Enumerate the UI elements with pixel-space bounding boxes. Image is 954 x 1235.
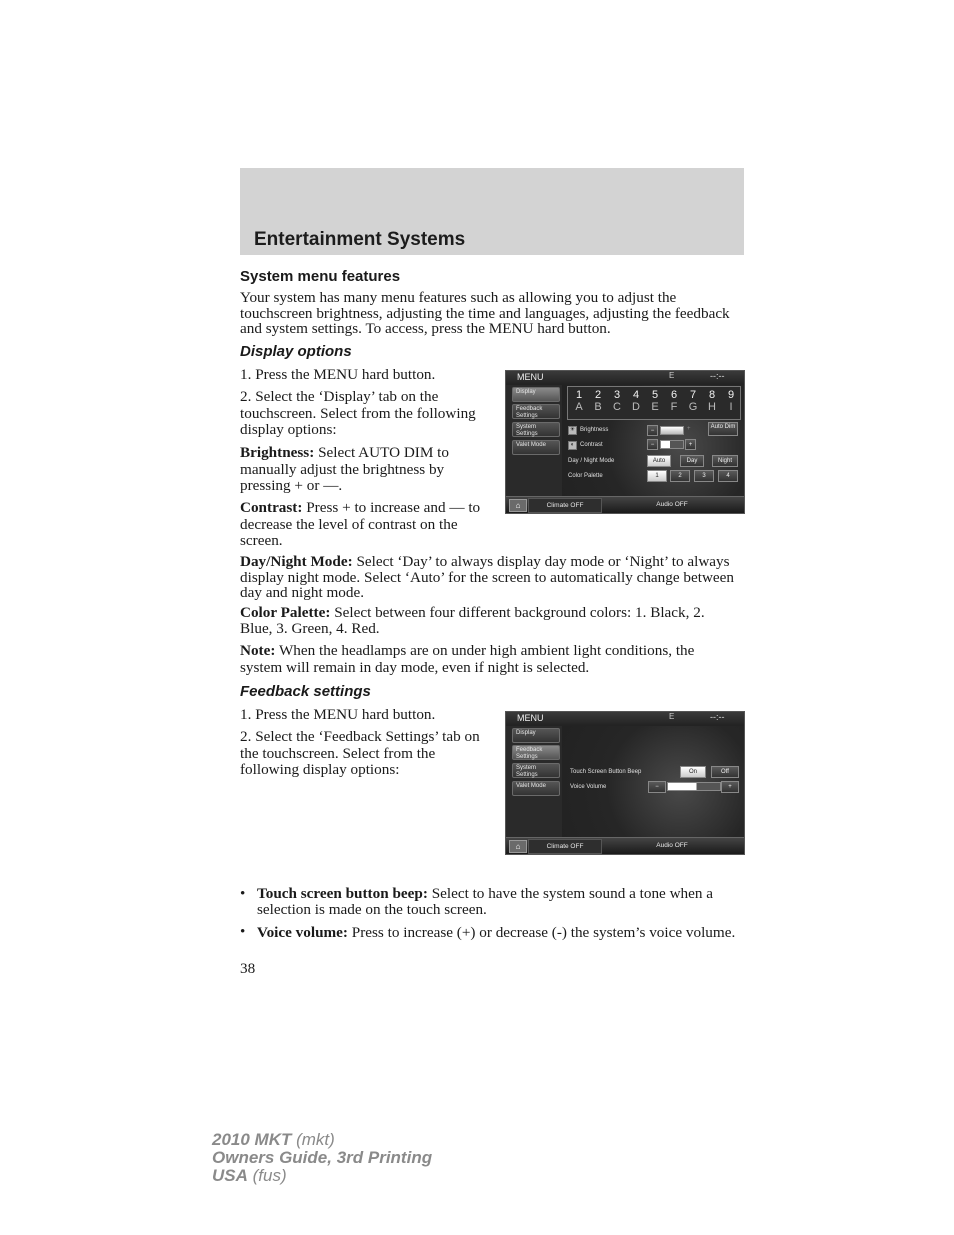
brightness-minus-button: − <box>647 425 658 436</box>
tab-valet-mode: Valet Mode <box>512 440 560 455</box>
volume-plus-button: + <box>721 781 739 793</box>
tab-feedback-settings: Feedback Settings <box>512 745 560 760</box>
header-band <box>240 168 744 255</box>
tab-feedback-settings: Feedback Settings <box>512 404 560 419</box>
footer <box>212 1131 432 1185</box>
feedback-screen-image <box>505 711 745 855</box>
bullet-body: Select to have the system sound a tone when a selection is made on the touch screen. <box>257 885 714 918</box>
audio-status: Audio OFF <box>656 842 688 849</box>
section-intro: Your system has many menu features such as allowing you to adjust the touchscreen brightness, adjusting the time and languages, adjusting the feedback and system settings. To access, press the MENU hard button. <box>240 289 730 337</box>
beep-screen-label: Touch Screen Button Beep <box>570 769 642 775</box>
bullet-body: Press to increase (+) or decrease (-) the system’s voice volume. <box>347 924 736 941</box>
contrast-screen-label: Contrast <box>580 442 603 448</box>
digit: 4 <box>632 389 640 401</box>
footer-model-code: (mkt) <box>291 1130 335 1149</box>
letter: B <box>594 401 602 413</box>
feedback-settings-title: Feedback settings <box>240 683 371 700</box>
mode-day-button: Day <box>680 455 704 467</box>
note-text: When the headlamps are on under high ambient light conditions, the system will remain in day mode, even if night is selected. <box>240 642 695 676</box>
tab-system-settings: System Settings <box>512 422 560 437</box>
letter: G <box>688 401 698 413</box>
daynight-paragraph <box>240 554 740 601</box>
contrast-paragraph <box>240 500 485 550</box>
digit-col <box>704 389 720 413</box>
climate-status: Climate OFF <box>528 839 602 854</box>
note-label: Note: <box>240 642 276 659</box>
palette-2-button: 2 <box>670 470 690 482</box>
screen-sidebar <box>506 726 562 838</box>
footer-line-3 <box>212 1167 432 1185</box>
climate-status: Climate OFF <box>528 498 602 513</box>
footer-region: USA <box>212 1166 248 1185</box>
digit: 7 <box>689 389 697 401</box>
screen-clock: --:-- <box>710 712 725 722</box>
bullet-dot-icon: • <box>240 885 246 902</box>
digit: 6 <box>670 389 678 401</box>
brightness-text: Select AUTO DIM to manually adjust the brightness by pressing + or —. <box>240 444 449 494</box>
display-step-2: 2. Select the ‘Display’ tab on the touchscreen. Select from the following display options: <box>240 388 476 438</box>
footer-model: 2010 MKT <box>212 1130 292 1149</box>
page-header-title: Entertainment Systems <box>254 229 466 250</box>
note-paragraph <box>240 642 740 676</box>
daynight-screen-label: Day / Night Mode <box>568 458 615 464</box>
screen-sidebar <box>506 385 562 497</box>
e-icon: E <box>669 712 675 721</box>
palette-label: Color Palette: <box>240 604 331 621</box>
tab-display: Display <box>512 387 560 402</box>
bullet-text <box>257 886 737 917</box>
palette-paragraph <box>240 605 740 636</box>
tab-valet-mode: Valet Mode <box>512 781 560 796</box>
bullet-dot-icon: • <box>240 923 246 940</box>
digit-col <box>666 389 682 413</box>
digit-col <box>590 389 606 413</box>
brightness-plus-dim: + <box>687 426 691 432</box>
footer-region-code: (fus) <box>247 1166 287 1185</box>
brightness-icon: ☀ <box>569 427 576 433</box>
bullet-item <box>240 886 740 920</box>
palette-1-button: 1 <box>647 470 667 482</box>
contrast-minus-button: − <box>647 439 658 450</box>
home-icon: ⌂ <box>509 499 527 512</box>
letter: D <box>632 401 640 413</box>
digit: 8 <box>708 389 716 401</box>
palette-4-button: 4 <box>718 470 738 482</box>
palette-screen-label: Color Palette <box>568 473 603 479</box>
digit-col <box>647 389 663 413</box>
beep-on-button: On <box>680 766 706 778</box>
screen-top-bar <box>506 712 744 726</box>
tab-system-settings: System Settings <box>512 763 560 778</box>
volume-minus-button: − <box>648 781 666 793</box>
screen-clock: --:-- <box>710 371 725 381</box>
footer-line-2: Owners Guide, 3rd Printing <box>212 1148 433 1167</box>
volume-screen-label: Voice Volume <box>570 784 607 790</box>
digit: 9 <box>727 389 735 401</box>
letter: I <box>729 401 733 413</box>
feedback-step-1: 1. Press the MENU hard button. <box>240 706 436 723</box>
mode-night-button: Night <box>712 455 738 467</box>
display-screen-image <box>505 370 745 514</box>
contrast-text: Press + to increase and — to decrease the level of contrast on the screen. <box>240 499 481 549</box>
brightness-label: Brightness: <box>240 444 315 461</box>
digit-col <box>723 389 739 413</box>
e-icon: E <box>669 371 675 380</box>
letter: C <box>613 401 621 413</box>
bullet-item <box>240 924 740 958</box>
bullet-label: Touch screen button beep: <box>257 885 428 902</box>
digit: 2 <box>594 389 602 401</box>
digit-col <box>571 389 587 413</box>
screen-top-bar <box>506 371 744 385</box>
digit: 1 <box>575 389 583 401</box>
screen-bottom-bar <box>506 837 744 854</box>
brightness-paragraph <box>240 445 480 495</box>
daynight-text: Select ‘Day’ to always display day mode or ‘Night’ to always display night mode. Select ‘Auto’ for the screen to automatically change between day and night mode. <box>240 553 734 601</box>
brightness-slider <box>660 426 684 435</box>
footer-line-1 <box>212 1131 432 1149</box>
contrast-slider <box>660 440 684 449</box>
contrast-plus-button: + <box>685 439 696 450</box>
palette-text: Select between four different background colors: 1. Black, 2. Blue, 3. Green, 4. Red. <box>240 604 705 637</box>
bullet-text <box>257 924 737 941</box>
letter: A <box>575 401 583 413</box>
screen-bottom-bar <box>506 496 744 513</box>
digit: 5 <box>651 389 659 401</box>
display-options-title: Display options <box>240 343 352 360</box>
digit-col <box>609 389 625 413</box>
screen-menu-label: MENU <box>517 713 544 723</box>
brightness-screen-label: Brightness <box>580 427 609 433</box>
letter: F <box>670 401 678 413</box>
volume-slider <box>667 782 721 791</box>
section-title: System menu features <box>240 268 401 285</box>
home-icon: ⌂ <box>509 840 527 853</box>
bullet-label: Voice volume: <box>257 924 348 941</box>
audio-status: Audio OFF <box>656 501 688 508</box>
display-step-1: 1. Press the MENU hard button. <box>240 366 436 383</box>
tab-display: Display <box>512 728 560 743</box>
screen-menu-label: MENU <box>517 372 544 382</box>
digit-col <box>628 389 644 413</box>
page-number: 38 <box>240 960 256 977</box>
auto-dim-button: Auto Dim <box>708 422 738 436</box>
contrast-icon: ◐ <box>568 441 577 450</box>
digit-col <box>685 389 701 413</box>
letter: H <box>708 401 716 413</box>
mode-auto-button: Auto <box>647 455 671 467</box>
palette-digits-preview <box>567 386 741 420</box>
contrast-label: Contrast: <box>240 499 303 516</box>
letter: E <box>651 401 659 413</box>
daynight-label: Day/Night Mode: <box>240 553 353 570</box>
digit: 3 <box>613 389 621 401</box>
beep-off-button: Off <box>711 766 739 778</box>
feedback-step-2: 2. Select the ‘Feedback Settings’ tab on the touchscreen. Select from the following display options: <box>240 728 480 778</box>
palette-3-button: 3 <box>694 470 714 482</box>
